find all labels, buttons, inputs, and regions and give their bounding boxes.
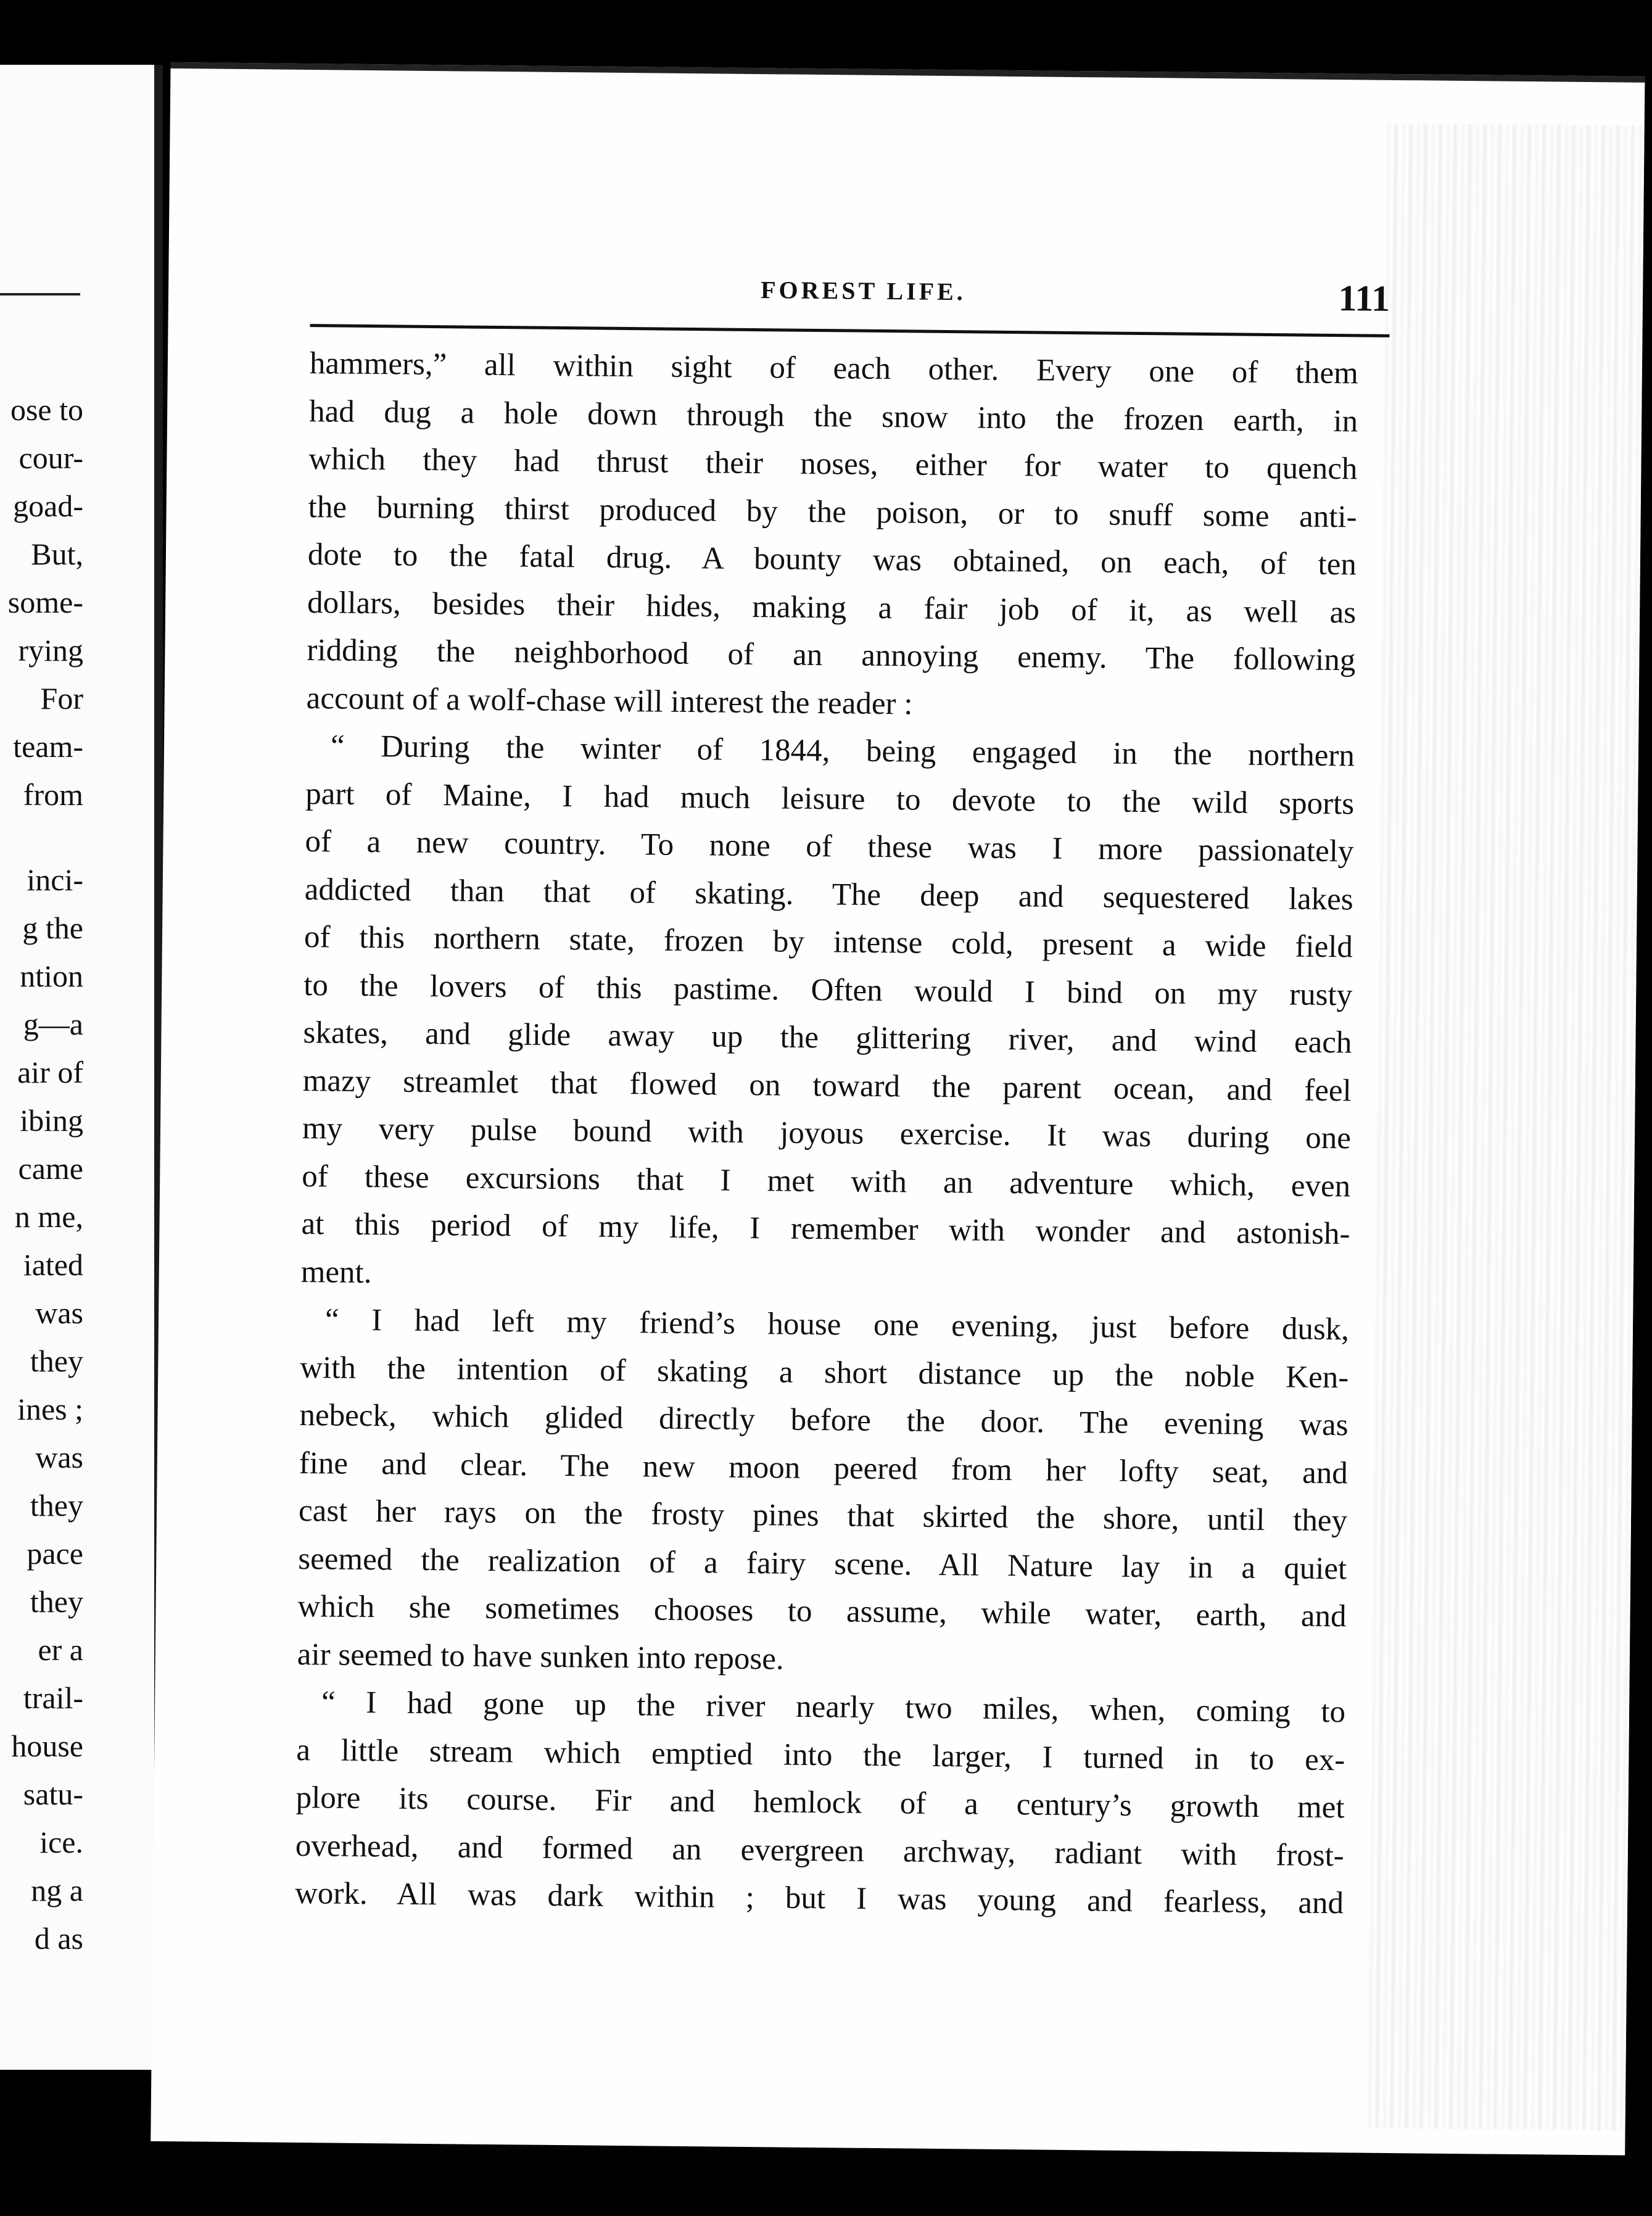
- text-line: work. All was dark within ; but I was young and fearless, and: [294, 1875, 1344, 1921]
- text-line: dollars, besides their hides, making a fair job of it, as well as: [307, 585, 1357, 630]
- text-line: cast her rays on the frosty pines that skirted the shore, until they: [298, 1493, 1348, 1539]
- text-line: ment.: [300, 1254, 372, 1290]
- text-line: fine and clear. The new moon peered from her lofty seat, and: [299, 1445, 1348, 1490]
- facing-line: cour-: [19, 440, 83, 475]
- facing-line: ntion: [20, 959, 83, 993]
- text-line: the burning thirst produced by the poison, or to snuff some anti-: [308, 489, 1357, 534]
- text-line: which she sometimes chooses to assume, while water, earth, and: [297, 1589, 1347, 1634]
- facing-line: air of: [17, 1055, 83, 1089]
- facing-line: inci-: [27, 862, 83, 897]
- text-line: seemed the realization of a fairy scene. All Nature lay in a quiet: [298, 1541, 1347, 1586]
- text-line: “ During the winter of 1844, being engaged in the northern: [330, 729, 1355, 774]
- text-line: addicted than that of skating. The deep and sequestered lakes: [304, 872, 1353, 917]
- text-line: had dug a hole down through the snow into the frozen earth, in: [308, 394, 1358, 439]
- text-line: with the intention of skating a short distance up the noble Ken-: [300, 1350, 1349, 1395]
- facing-line: ice.: [39, 1825, 83, 1859]
- text-line: “ I had gone up the river nearly two miles, when, coming to: [321, 1685, 1346, 1730]
- facing-line: from: [23, 777, 83, 812]
- facing-line: satu-: [23, 1777, 83, 1811]
- facing-line: rying: [18, 633, 83, 668]
- text-line: of these excursions that I met with an adventure which, even: [302, 1159, 1351, 1204]
- facing-line: was: [35, 1440, 83, 1474]
- page-edges: [1366, 123, 1645, 2131]
- facing-line: ose to: [10, 392, 83, 427]
- facing-page-rule: [0, 293, 80, 296]
- facing-line: team-: [13, 729, 83, 764]
- facing-line: house: [11, 1729, 83, 1763]
- facing-line: ng a: [31, 1873, 83, 1908]
- text-line: to the lovers of this pastime. Often would I bind on my rusty: [303, 967, 1353, 1012]
- header-rule: [310, 324, 1389, 337]
- text-line: which they had thrust their noses, either for water to quench: [308, 442, 1358, 487]
- facing-page-text: [0, 386, 83, 1962]
- facing-line: d as: [34, 1921, 83, 1956]
- text-line: nebeck, which glided directly before the door. The evening was: [299, 1398, 1348, 1443]
- facing-line: ines ;: [17, 1392, 83, 1426]
- facing-line: trail-: [23, 1681, 83, 1715]
- facing-line: they: [30, 1488, 83, 1523]
- facing-page-fragment: [0, 65, 163, 2070]
- facing-line: g—a: [23, 1007, 83, 1041]
- text-line: overhead, and formed an evergreen archway, radiant with frost-: [295, 1828, 1345, 1873]
- text-line: a little stream which emptied into the larger, I turned in to ex-: [296, 1732, 1345, 1777]
- body-text: [295, 340, 1358, 1928]
- facing-line: came: [18, 1151, 83, 1186]
- text-line: part of Maine, I had much leisure to devote to the wild sports: [305, 776, 1355, 821]
- facing-line: n me,: [14, 1199, 83, 1234]
- facing-line: But,: [31, 537, 83, 571]
- text-line: my very pulse bound with joyous exercise. It was during one: [302, 1111, 1352, 1156]
- facing-line: er a: [38, 1632, 83, 1667]
- page-header: [310, 267, 1390, 345]
- facing-line: iated: [23, 1247, 83, 1282]
- page-number: 111: [1338, 278, 1390, 319]
- text-line: of this northern state, frozen by intense cold, present a wide field: [304, 920, 1353, 965]
- text-line: skates, and glide away up the glittering river, and wind each: [303, 1015, 1352, 1060]
- running-head: FOREST LIFE.: [760, 276, 966, 306]
- facing-line: was: [35, 1296, 83, 1330]
- text-line: mazy streamlet that flowed on toward the parent ocean, and feel: [302, 1063, 1352, 1108]
- text-line: air seemed to have sunken into repose.: [297, 1637, 784, 1677]
- facing-line: they: [30, 1344, 83, 1378]
- facing-line: ibing: [20, 1103, 83, 1138]
- text-line: of a new country. To none of these was I more passionately: [305, 824, 1354, 869]
- text-line: hammers,” all within sight of each other. Every one of them: [309, 346, 1359, 391]
- text-line: plore its course. Fir and hemlock of a century’s growth met: [295, 1780, 1345, 1825]
- text-line: dote to the fatal drug. A bounty was obtained, on each, of ten: [307, 537, 1357, 582]
- facing-line: they: [30, 1584, 83, 1619]
- text-line: ridding the neighborhood of an annoying enemy. The following: [307, 633, 1356, 678]
- facing-line: some-: [7, 585, 83, 619]
- facing-line: For: [40, 681, 83, 716]
- facing-line: pace: [27, 1536, 83, 1571]
- facing-line: goad-: [13, 489, 83, 523]
- facing-line: g the: [22, 911, 83, 945]
- text-line: at this period of my life, I remember with wonder and astonish-: [301, 1207, 1350, 1252]
- text-line: “ I had left my friend’s house one evening, just before dusk,: [324, 1302, 1350, 1347]
- book-page: [151, 62, 1645, 2156]
- text-line: account of a wolf-chase will interest the reader :: [306, 680, 913, 721]
